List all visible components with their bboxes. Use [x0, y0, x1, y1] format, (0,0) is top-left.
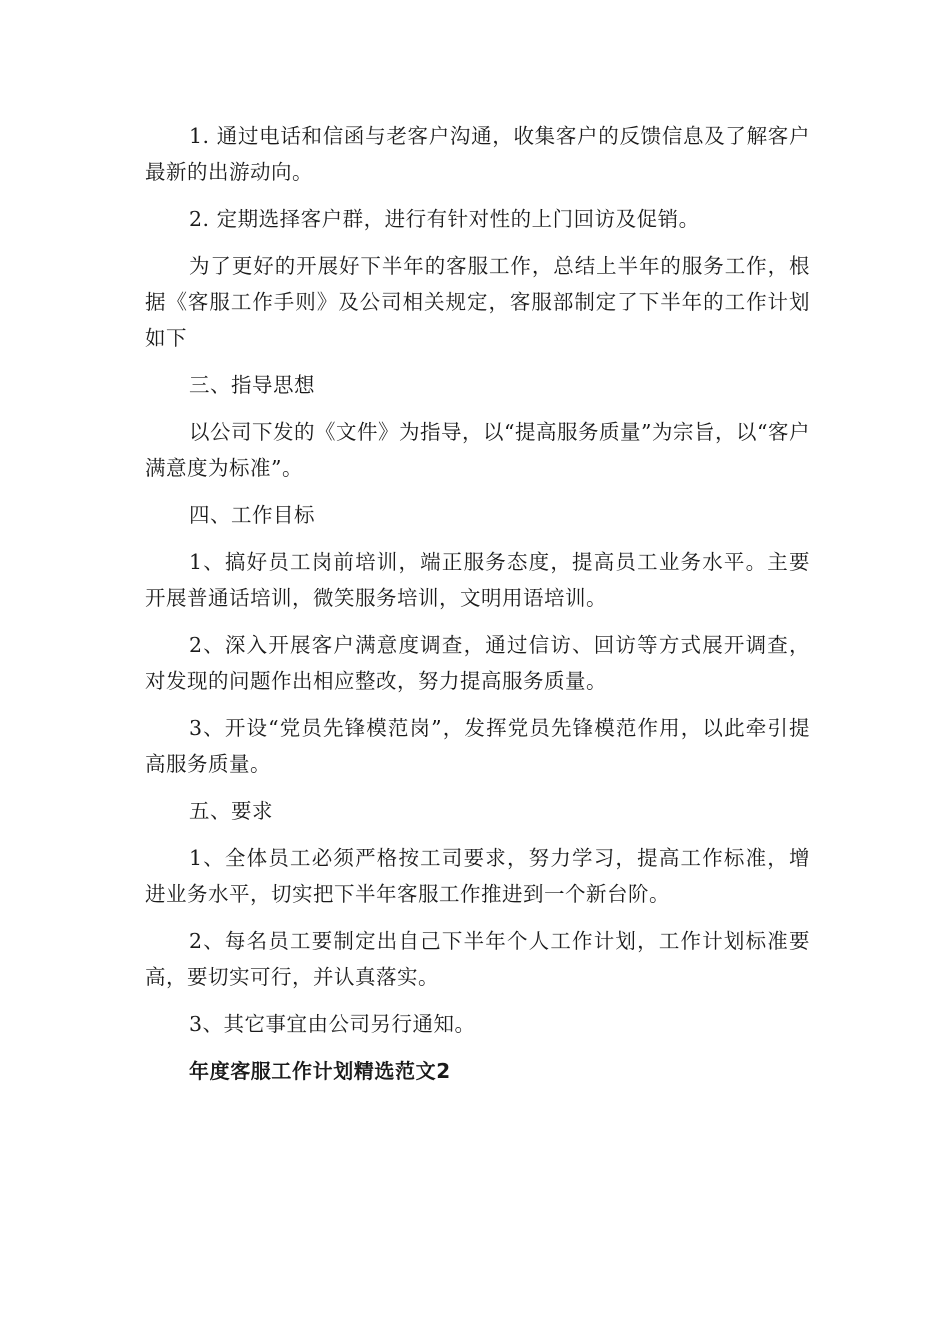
document-body [145, 118, 810, 1089]
section-heading: 年度客服工作计划精选范文2 [189, 1059, 451, 1083]
heading-guiding-ideology: 三、指导思想 [189, 373, 315, 397]
paragraph-regular-visits: 2. 定期选择客户群，进行有针对性的上门回访及促销。 [189, 207, 700, 231]
heading-work-goals: 四、工作目标 [189, 503, 315, 527]
paragraph-goal-party-post: 3、开设“党员先锋模范岗”，发挥党员先锋模范作用，以此牵引提高服务质量。 [145, 716, 810, 776]
paragraph-goal-training: 1、搞好员工岗前培训，端正服务态度，提高员工业务水平。主要开展普通话培训，微笑服务培训，文明用语培训。 [145, 550, 810, 610]
paragraph-plan-intro: 为了更好的开展好下半年的客服工作，总结上半年的服务工作，根据《客服工作手则》及公司相关规定，客服部制定了下半年的工作计划如下 [145, 254, 810, 350]
paragraph-requirement-study: 1、全体员工必须严格按工司要求，努力学习，提高工作标准，增进业务水平，切实把下半年客服工作推进到一个新台阶。 [145, 846, 810, 906]
paragraph-goal-survey: 2、深入开展客户满意度调查，通过信访、回访等方式展开调查，对发现的问题作出相应整改，努力提高服务质量。 [145, 633, 810, 693]
paragraph-guiding-ideology: 以公司下发的《文件》为指导，以“提高服务质量”为宗旨，以“客户满意度为标准”。 [145, 420, 810, 480]
paragraph-requirement-personal-plan: 2、每名员工要制定出自己下半年个人工作计划，工作计划标准要高，要切实可行，并认真落实。 [145, 929, 810, 989]
paragraph-requirement-other: 3、其它事宜由公司另行通知。 [189, 1012, 476, 1036]
heading-requirements: 五、要求 [189, 799, 273, 823]
paragraph-contact-old-customers: 1. 通过电话和信函与老客户沟通，收集客户的反馈信息及了解客户最新的出游动向。 [145, 124, 810, 184]
